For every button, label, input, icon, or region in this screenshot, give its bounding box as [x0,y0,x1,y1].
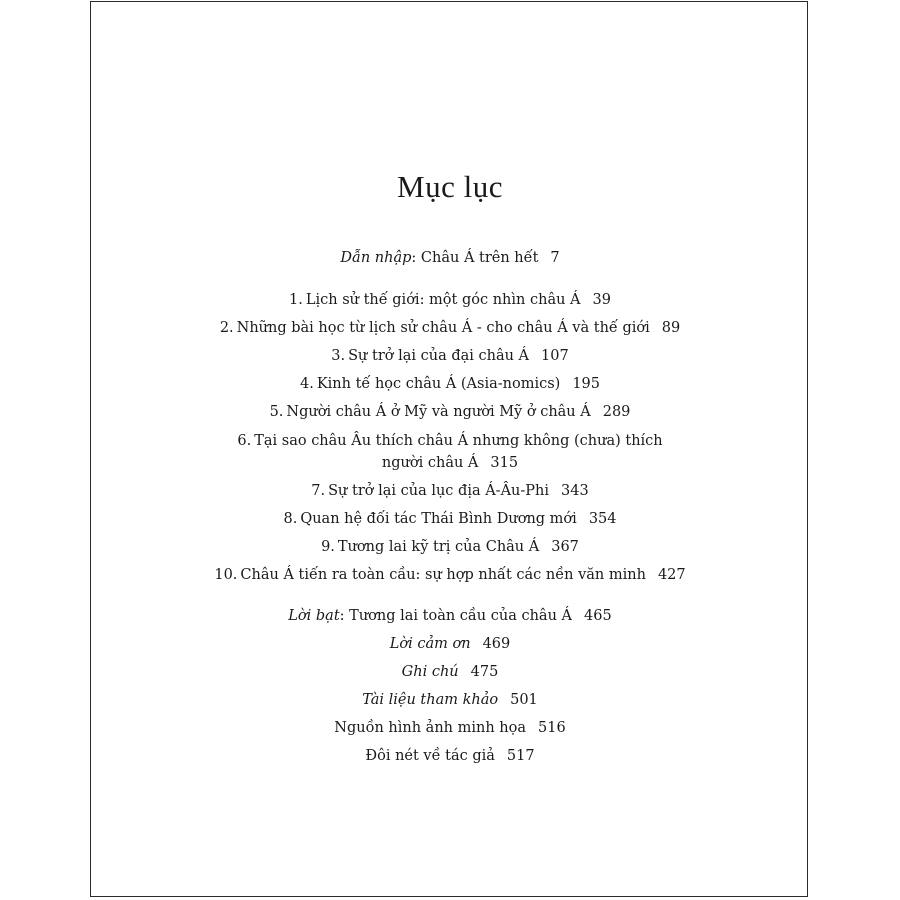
page-title: Mục lục [397,168,503,204]
toc-back-matter [0,746,900,766]
back-matter-page: 501 [510,692,538,708]
toc-afterword [0,606,900,626]
intro-text: : Châu Á trên hết [411,250,539,266]
toc-chapter [0,431,900,451]
back-matter-title: Tài liệu tham khảo [362,692,499,708]
chapter-title: Sự trở lại của lục địa Á-Âu-Phi [328,483,550,499]
chapter-page: 89 [661,320,681,336]
afterword-page: 465 [584,608,612,624]
chapter-number: 7. [311,483,326,499]
chapter-title: Châu Á tiến ra toàn cầu: sự hợp nhất các nền văn minh [240,567,646,583]
back-matter-page: 517 [506,748,535,764]
back-matter-title: Nguồn hình ảnh minh họa [334,720,527,736]
chapter-page: 343 [561,483,589,499]
chapter-title: Những bài học từ lịch sử châu Á - cho châu Á và thế giới [236,320,650,336]
chapter-title: Quan hệ đối tác Thái Bình Dương mới [300,511,577,527]
intro-page: 7 [550,250,560,266]
chapter-page: 195 [572,376,600,392]
chapter-page: 354 [588,511,617,527]
toc-chapter [0,346,900,366]
toc-chapter [0,318,900,338]
chapter-title: Lịch sử thế giới: một góc nhìn châu Á [305,292,581,308]
chapter-number: 9. [321,539,335,555]
chapter-number: 8. [283,511,298,527]
toc-chapter [0,290,900,310]
chapter-number: 5. [269,404,284,420]
chapter-title-continued: người châu Á [381,455,479,471]
chapter-title: Người châu Á ở Mỹ và người Mỹ ở châu Á [286,404,591,420]
chapter-number: 3. [331,348,346,364]
toc-chapter [0,481,900,501]
chapter-page: 289 [602,404,631,420]
intro-label: Dẫn nhập [340,250,412,266]
toc-chapter [0,402,900,422]
toc-back-matter [0,662,900,682]
afterword-label: Lời bạt [288,608,340,624]
toc-back-matter [0,690,900,710]
chapter-title: Kinh tế học châu Á (Asia-nomics) [316,376,561,392]
toc-chapter [0,537,900,557]
toc-chapter [0,374,900,394]
toc-back-matter [0,718,900,738]
toc-chapter-continued [0,453,900,473]
back-matter-page: 475 [470,664,499,680]
chapter-title: Tại sao châu Âu thích châu Á nhưng không (chưa) thích [254,433,663,449]
chapter-title: Tương lai kỹ trị của Châu Á [337,539,540,555]
chapter-page: 315 [490,455,519,471]
back-matter-title: Ghi chú [401,664,459,680]
back-matter-title: Lời cảm ơn [389,636,471,652]
chapter-title: Sự trở lại của đại châu Á [348,348,530,364]
toc-chapter [0,509,900,529]
toc-intro [0,248,900,268]
back-matter-page: 469 [482,636,511,652]
chapter-number: 1. [289,292,303,308]
chapter-number: 2. [219,320,234,336]
chapter-page: 367 [551,539,579,555]
afterword-text: : Tương lai toàn cầu của châu Á [339,608,572,624]
toc-chapter [0,565,900,585]
back-matter-page: 516 [538,720,566,736]
back-matter-title: Đôi nét về tác giả [365,748,495,764]
chapter-page: 39 [592,292,611,308]
chapter-page: 107 [541,348,569,364]
chapter-page: 427 [657,567,686,583]
chapter-number: 4. [299,376,314,392]
toc-back-matter [0,634,900,654]
chapter-number: 6. [237,433,252,449]
chapter-number: 10. [214,567,238,583]
